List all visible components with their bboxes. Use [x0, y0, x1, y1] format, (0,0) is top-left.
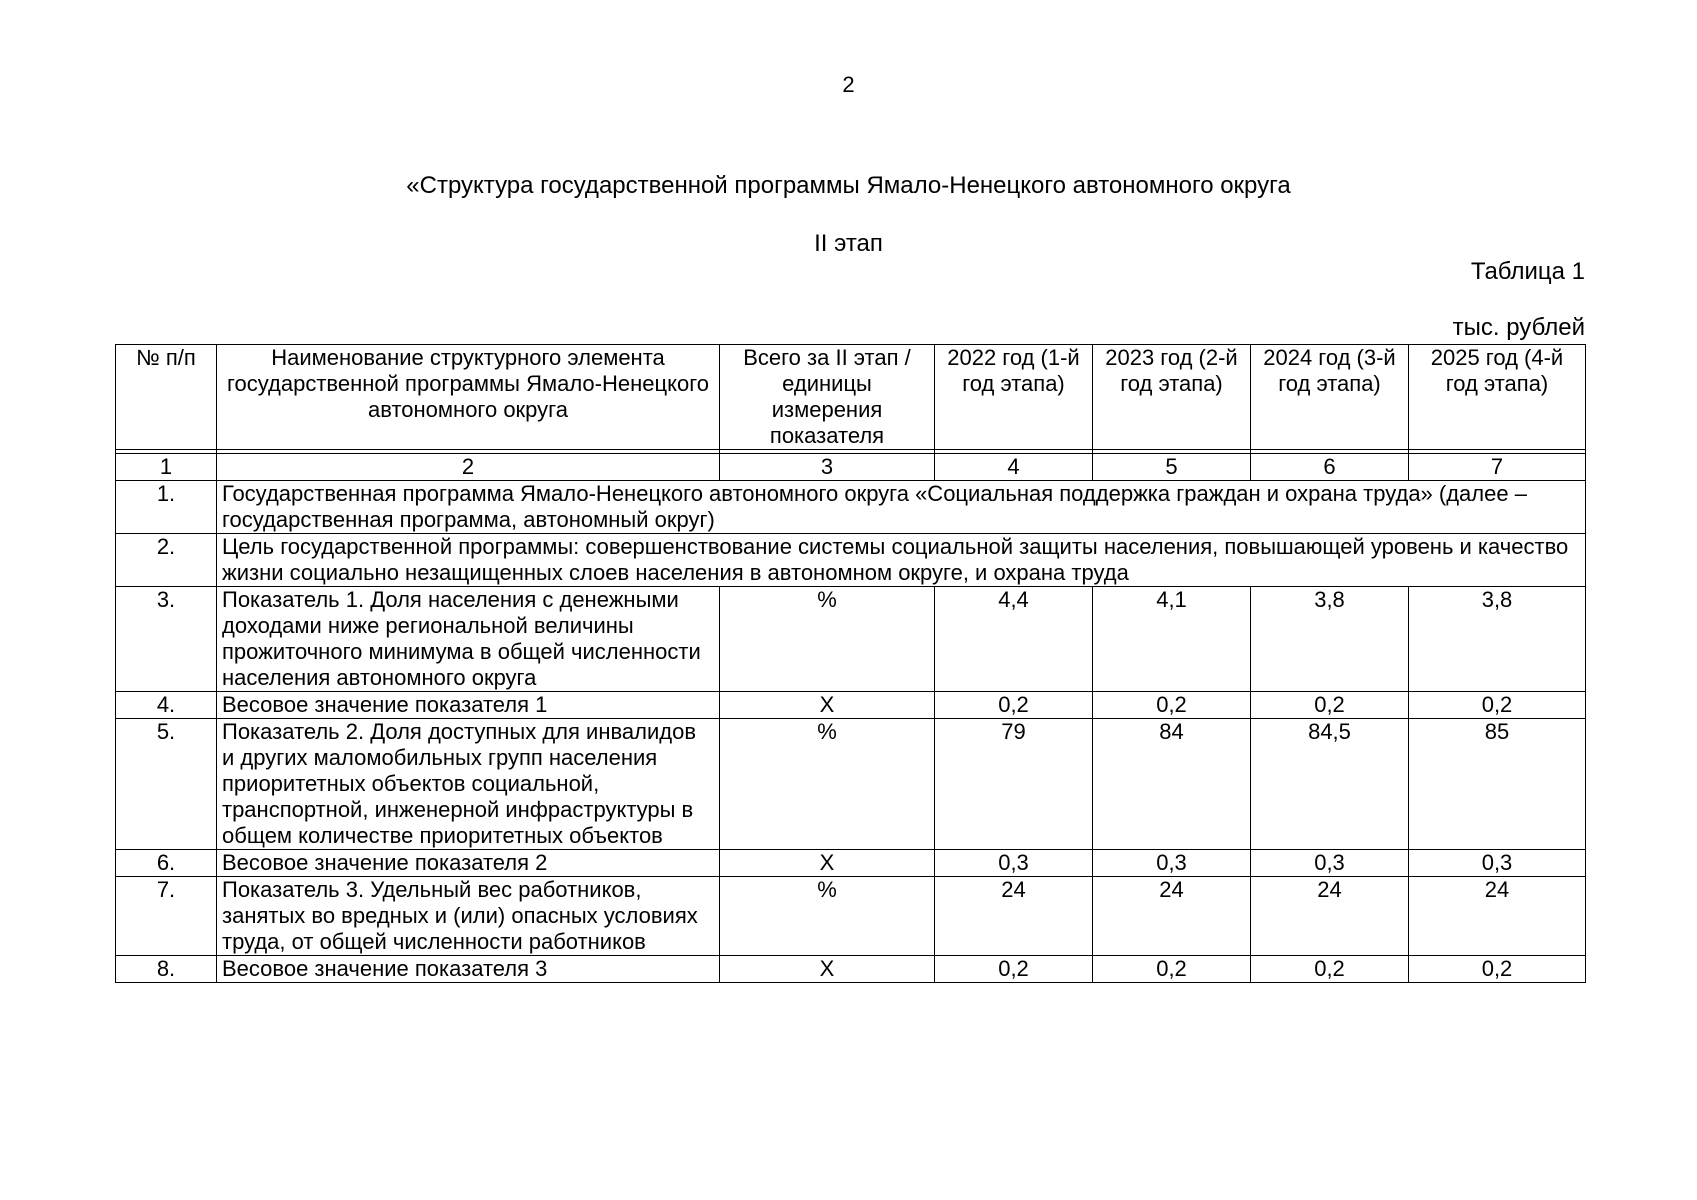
column-number: 3 — [720, 454, 935, 481]
value-2022: 24 — [935, 877, 1093, 956]
indicator-unit: Х — [720, 850, 935, 877]
column-number: 6 — [1251, 454, 1409, 481]
indicator-unit: % — [720, 587, 935, 692]
value-2022: 0,2 — [935, 692, 1093, 719]
program-name-cell: Государственная программа Ямало-Ненецкого автономного округа «Социальная поддержка граждан и охрана труда» (далее – государственная программа, автономный округ) — [217, 481, 1586, 534]
row-number: 6. — [116, 850, 217, 877]
row-number: 5. — [116, 719, 217, 850]
header-cell-name: Наименование структурного элемента государственной программы Ямало-Ненецкого автономного округа — [217, 345, 720, 450]
indicator-name: Весовое значение показателя 2 — [217, 850, 720, 877]
units-label: тыс. рублей — [1452, 314, 1585, 341]
column-number: 7 — [1409, 454, 1586, 481]
row-number: 3. — [116, 587, 217, 692]
header-cell-number: № п/п — [116, 345, 217, 450]
stage-label: II этап — [814, 230, 883, 257]
table-row — [116, 956, 1586, 983]
program-structure-table — [115, 344, 1586, 983]
indicator-name: Показатель 1. Доля населения с денежными доходами ниже региональной величины прожиточного минимума в общей численности населения автономного округа — [217, 587, 720, 692]
value-2024: 0,3 — [1251, 850, 1409, 877]
value-2023: 0,2 — [1093, 692, 1251, 719]
program-goal-cell: Цель государственной программы: совершенствование системы социальной защиты населения, повышающей уровень и качество жизни социально незащищенных слоев населения в автономном округе, и охрана труда — [217, 534, 1586, 587]
row-number: 2. — [116, 534, 217, 587]
column-number: 2 — [217, 454, 720, 481]
table-row — [116, 587, 1586, 692]
value-2025: 0,2 — [1409, 956, 1586, 983]
column-number-row — [116, 454, 1586, 481]
value-2023: 84 — [1093, 719, 1251, 850]
value-2023: 0,3 — [1093, 850, 1251, 877]
header-cell-total: Всего за II этап / единицы измерения показателя — [720, 345, 935, 450]
value-2023: 24 — [1093, 877, 1251, 956]
table-label: Таблица 1 — [1470, 258, 1585, 285]
value-2024: 3,8 — [1251, 587, 1409, 692]
row-number: 8. — [116, 956, 217, 983]
table-row — [116, 534, 1586, 587]
indicator-unit: Х — [720, 956, 935, 983]
column-number: 1 — [116, 454, 217, 481]
table-row — [116, 719, 1586, 850]
value-2022: 0,2 — [935, 956, 1093, 983]
value-2025: 24 — [1409, 877, 1586, 956]
header-cell-2023: 2023 год (2-й год этапа) — [1093, 345, 1251, 450]
indicator-name: Весовое значение показателя 1 — [217, 692, 720, 719]
indicator-unit: Х — [720, 692, 935, 719]
value-2022: 0,3 — [935, 850, 1093, 877]
value-2025: 0,2 — [1409, 692, 1586, 719]
value-2023: 0,2 — [1093, 956, 1251, 983]
value-2025: 0,3 — [1409, 850, 1586, 877]
header-cell-2022: 2022 год (1-й год этапа) — [935, 345, 1093, 450]
value-2025: 3,8 — [1409, 587, 1586, 692]
value-2022: 4,4 — [935, 587, 1093, 692]
header-cell-2024: 2024 год (3-й год этапа) — [1251, 345, 1409, 450]
indicator-name: Показатель 2. Доля доступных для инвалидов и других маломобильных групп населения приоритетных объектов социальной, транспортной, инженерной инфраструктуры в общем количестве приоритетных объектов — [217, 719, 720, 850]
column-number: 5 — [1093, 454, 1251, 481]
document-title: «Структура государственной программы Ямало-Ненецкого автономного округа — [406, 172, 1291, 199]
page-number: 2 — [842, 72, 855, 97]
table-row — [116, 877, 1586, 956]
value-2023: 4,1 — [1093, 587, 1251, 692]
table-row — [116, 850, 1586, 877]
table-row — [116, 692, 1586, 719]
indicator-unit: % — [720, 877, 935, 956]
table-row — [116, 481, 1586, 534]
value-2024: 24 — [1251, 877, 1409, 956]
row-number: 1. — [116, 481, 217, 534]
value-2024: 0,2 — [1251, 692, 1409, 719]
indicator-unit: % — [720, 719, 935, 850]
value-2024: 0,2 — [1251, 956, 1409, 983]
value-2025: 85 — [1409, 719, 1586, 850]
indicator-name: Весовое значение показателя 3 — [217, 956, 720, 983]
table-header-row — [116, 345, 1586, 450]
row-number: 4. — [116, 692, 217, 719]
header-cell-2025: 2025 год (4-й год этапа) — [1409, 345, 1586, 450]
value-2022: 79 — [935, 719, 1093, 850]
indicator-name: Показатель 3. Удельный вес работников, занятых во вредных и (или) опасных условиях труда, от общей численности работников — [217, 877, 720, 956]
row-number: 7. — [116, 877, 217, 956]
column-number: 4 — [935, 454, 1093, 481]
value-2024: 84,5 — [1251, 719, 1409, 850]
